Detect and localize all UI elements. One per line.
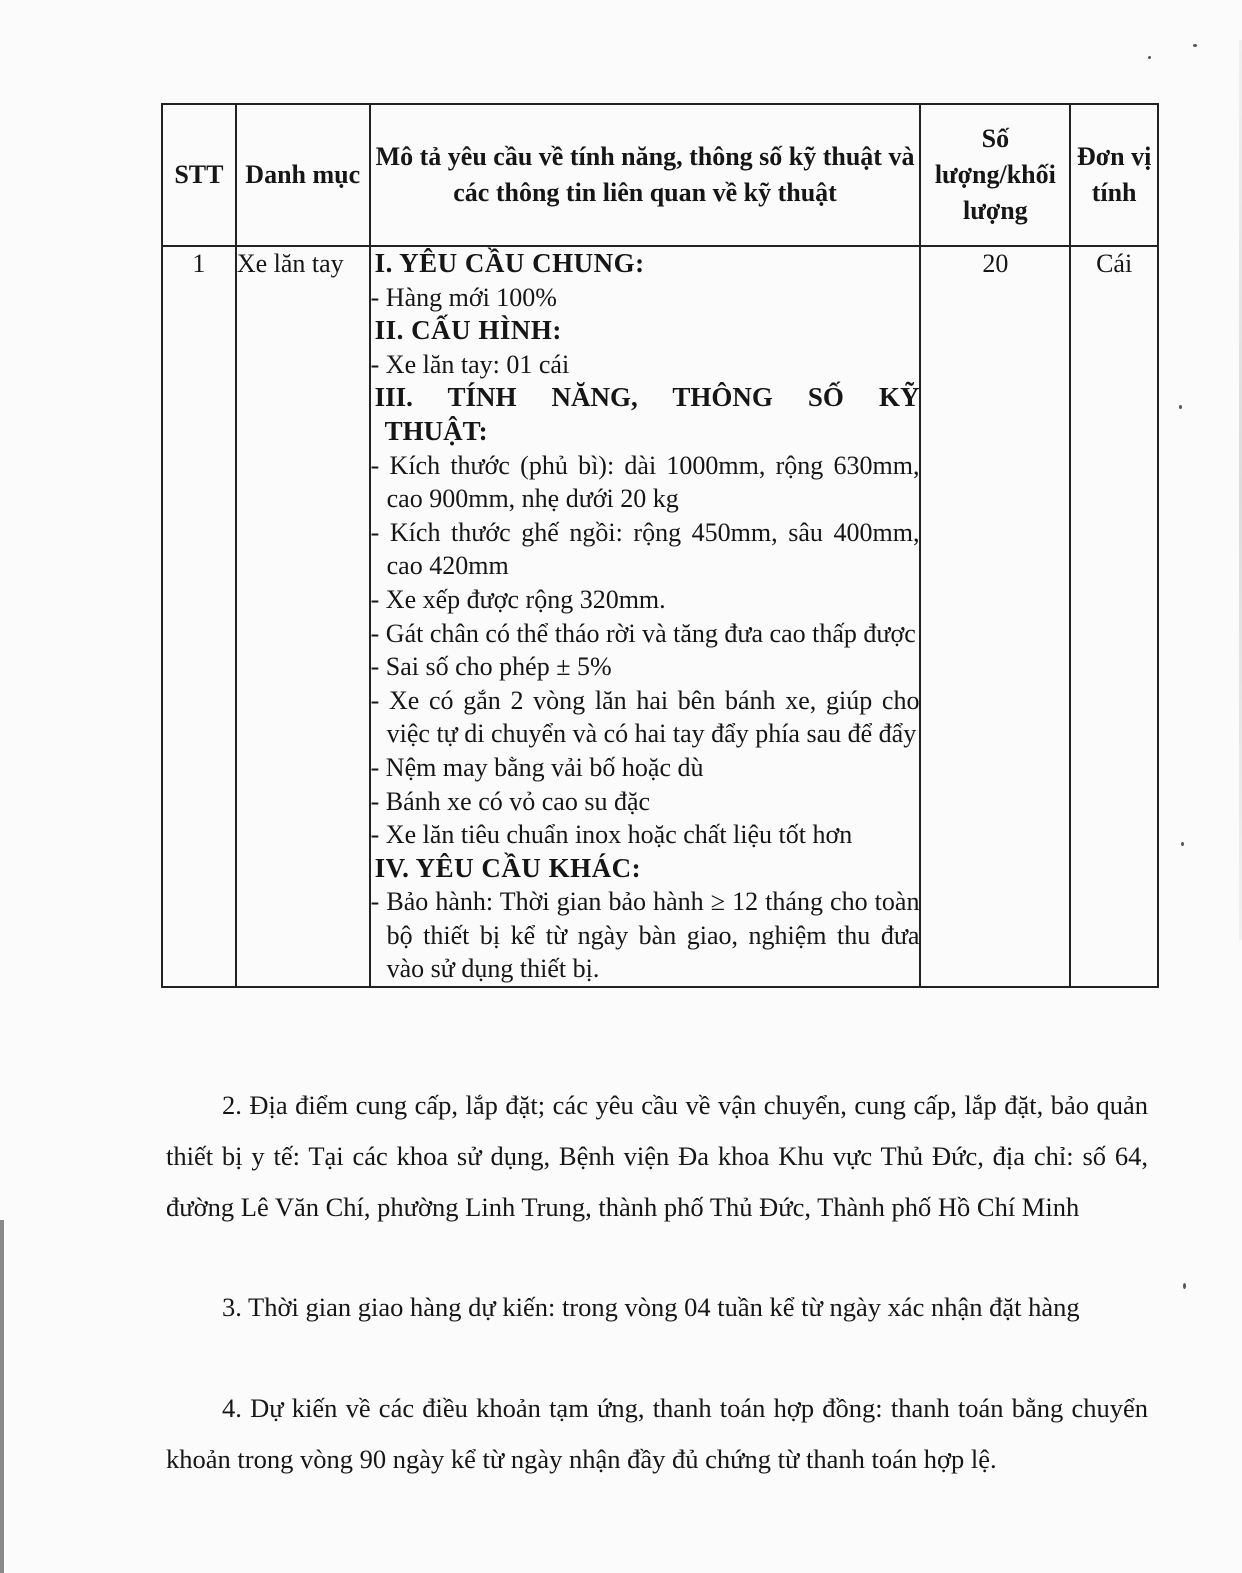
scan-speck xyxy=(1179,405,1182,409)
scan-speck xyxy=(1148,56,1151,59)
paragraph-delivery-location: 2. Địa điểm cung cấp, lắp đặt; các yêu cầu về vận chuyển, cung cấp, lắp đặt, bảo quản thiết bị y tế: Tại các khoa sử dụng, Bệnh viện Đa khoa Khu vực Thủ Đức, địa chỉ: số 64, đường Lê Văn Chí, phường Linh Trung, thành phố Thủ Đức, Thành phố Hồ Chí Minh xyxy=(166,1090,1148,1222)
header-unit: Đơn vị tính xyxy=(1070,104,1158,246)
spec-item: - Bảo hành: Thời gian bảo hành ≥ 12 tháng cho toàn bộ thiết bị kể từ ngày bàn giao, nghiệm thu đưa vào sử dụng thiết bị. xyxy=(370,887,920,984)
cell-category: Xe lăn tay xyxy=(236,246,370,987)
header-category: Danh mục xyxy=(236,104,370,246)
spec-item: - Xe xếp được rộng 320mm. xyxy=(370,584,666,614)
cell-stt: 1 xyxy=(162,246,236,987)
scan-speck xyxy=(1183,1283,1186,1289)
specification-table xyxy=(161,103,1159,988)
spec-item: - Hàng mới 100% xyxy=(370,282,557,312)
spec-item: - Bánh xe có vỏ cao su đặc xyxy=(370,786,651,816)
section-features-title-cont: THUẬT: xyxy=(384,415,488,446)
paragraph-payment-terms: 4. Dự kiến về các điều khoản tạm ứng, thanh toán hợp đồng: thanh toán bằng chuyển khoản trong vòng 90 ngày kể từ ngày nhận đầy đủ chứng từ thanh toán hợp lệ. xyxy=(166,1393,1148,1474)
header-stt: STT xyxy=(162,104,236,246)
spec-item: - Xe lăn tay: 01 cái xyxy=(370,349,570,379)
section-features-title: III. TÍNH NĂNG, THÔNG SỐ KỸ xyxy=(374,382,920,413)
spec-item: - Gát chân có thể tháo rời và tăng đưa cao thấp được xyxy=(370,618,916,648)
spec-item: - Nệm may bằng vải bố hoặc dù xyxy=(370,752,704,782)
table-row xyxy=(162,246,1158,987)
scan-speck xyxy=(1181,842,1184,846)
table-header-row xyxy=(162,104,1158,246)
section-configuration-title: II. CẤU HÌNH: xyxy=(374,315,562,346)
spec-item: - Kích thước (phủ bì): dài 1000mm, rộng 630mm, cao 900mm, nhẹ dưới 20 kg xyxy=(370,450,920,514)
scan-speck xyxy=(1193,44,1197,47)
cell-description xyxy=(370,246,921,987)
spec-item: - Xe có gắn 2 vòng lăn hai bên bánh xe, giúp cho việc tự di chuyển và có hai tay đẩy phía sau để đẩy xyxy=(370,685,920,749)
header-quantity: Số lượng/khối lượng xyxy=(920,104,1070,246)
paragraph-delivery-time: 3. Thời gian giao hàng dự kiến: trong vòng 04 tuần kể từ ngày xác nhận đặt hàng xyxy=(222,1292,1080,1322)
cell-quantity: 20 xyxy=(920,246,1070,987)
section-other-title: IV. YÊU CẦU KHÁC: xyxy=(374,852,642,883)
header-description: Mô tả yêu cầu về tính năng, thông số kỹ thuật và các thông tin liên quan về kỹ thuật xyxy=(370,104,921,246)
spec-item: - Kích thước ghế ngồi: rộng 450mm, sâu 400mm, cao 420mm xyxy=(370,517,920,581)
section-general-title: I. YÊU CẦU CHUNG: xyxy=(374,248,645,278)
spec-item: - Xe lăn tiêu chuẩn inox hoặc chất liệu tốt hơn xyxy=(370,820,853,850)
scan-edge-left xyxy=(0,1220,4,1573)
spec-item: - Sai số cho phép ± 5% xyxy=(370,652,612,682)
cell-unit: Cái xyxy=(1070,246,1158,987)
